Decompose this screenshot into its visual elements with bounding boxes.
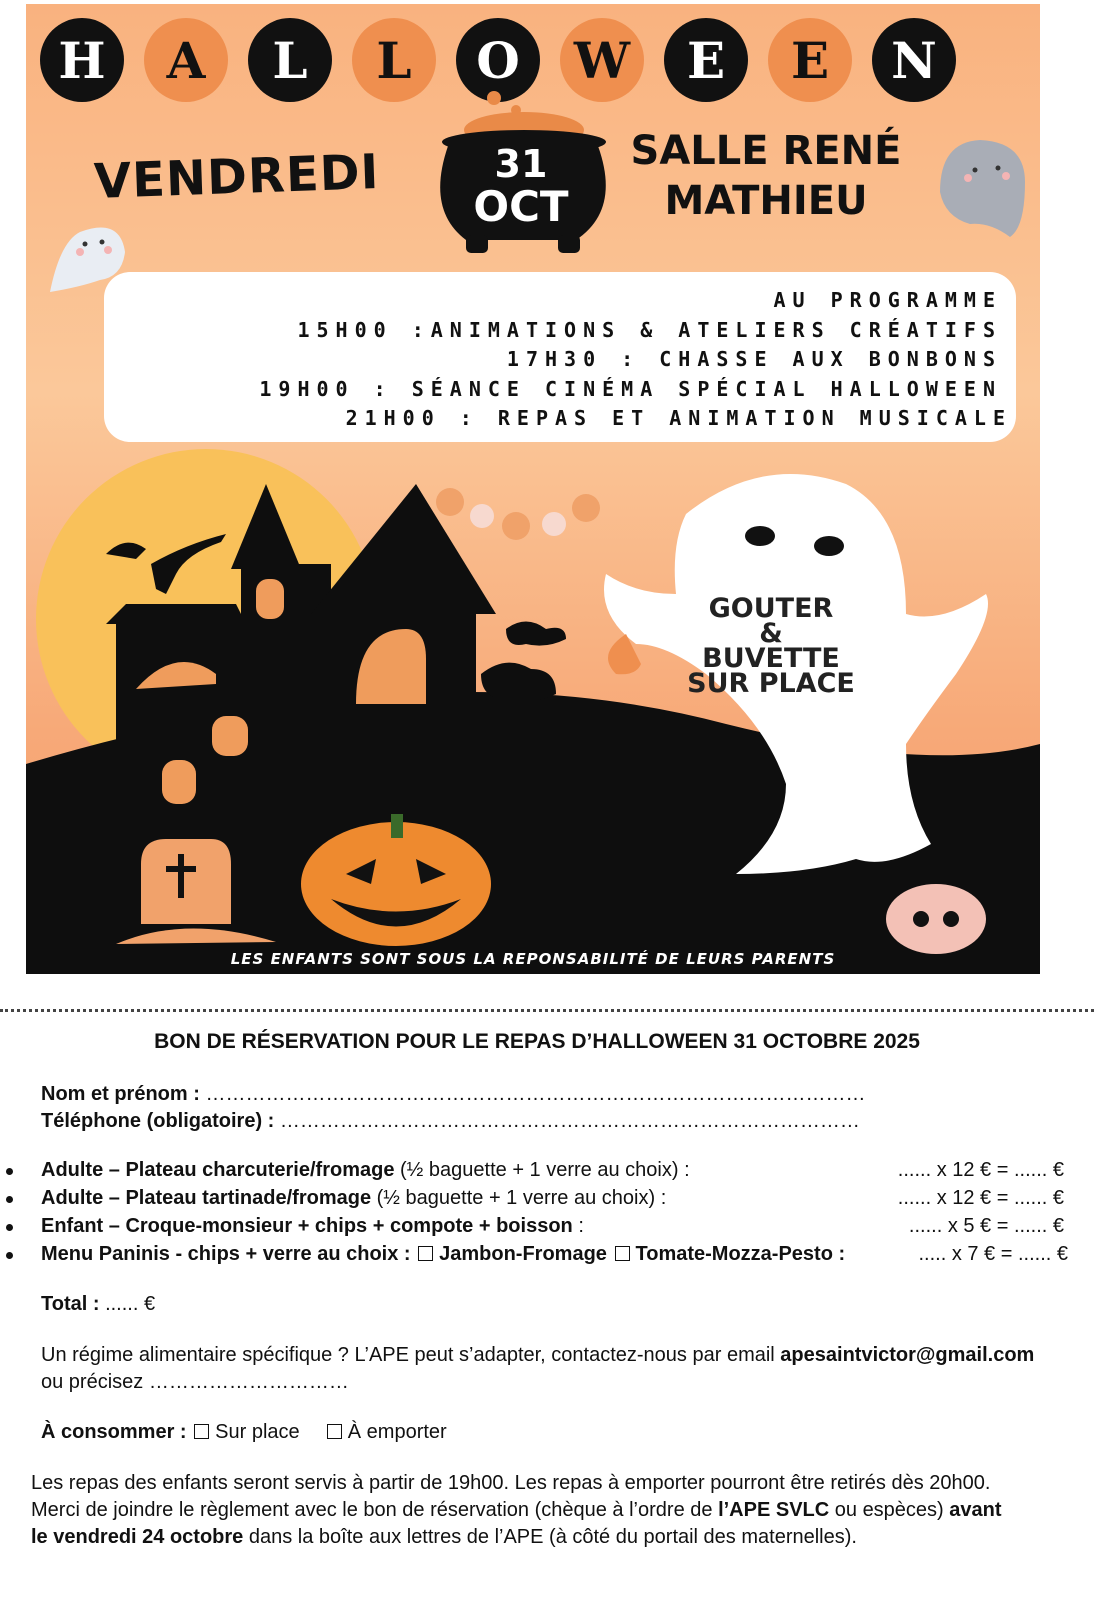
consume-choice (41, 1421, 447, 1444)
date-day: 31 (494, 142, 548, 186)
program-item: 21H00 : REPAS ET ANIMATION MUSICALE (345, 406, 1012, 431)
item-price[interactable]: ...... x 12 € = ...... € (897, 1187, 1064, 1209)
phone-label: Téléphone (obligatoire) : (41, 1110, 275, 1132)
venue-line: SALLE RENÉ (630, 128, 902, 174)
cauldron-date-badge (426, 90, 616, 260)
title-letter: W (560, 18, 644, 102)
note-text: ou espèces) (829, 1499, 950, 1521)
program-item: 15H00 :ANIMATIONS & ATELIERS CRÉATIFS (297, 317, 1002, 342)
ghost-message (676, 593, 866, 699)
name-label: Nom et prénom : (41, 1083, 200, 1105)
halloween-poster (26, 4, 1040, 974)
item-detail: : (572, 1215, 584, 1237)
item-detail: (½ baguette + 1 verre au choix) : (371, 1187, 667, 1209)
title-letter: E (664, 18, 748, 102)
program-item: 19H00 : SÉANCE CINÉMA SPÉCIAL HALLOWEEN (259, 376, 1002, 401)
bullet-icon (6, 1168, 13, 1175)
ghost-line: BUVETTE (702, 643, 840, 674)
diet-note (41, 1344, 1034, 1367)
menu-option: Jambon-Fromage (439, 1243, 607, 1265)
note-line (31, 1499, 1002, 1522)
checkbox-tomate[interactable] (615, 1246, 630, 1261)
order-item (41, 1215, 584, 1238)
title-letter: L (248, 18, 332, 102)
note-line (31, 1526, 857, 1549)
pumpkin-garland-icon (436, 488, 600, 540)
name-dots: ……………………………………………………………………………………… (205, 1083, 866, 1105)
ghost-line: GOUTER (708, 593, 834, 624)
item-name: Adulte – Plateau charcuterie/fromage (41, 1159, 395, 1181)
diet-specify[interactable]: ou précisez ………………………… (41, 1371, 349, 1393)
bullet-icon (6, 1252, 13, 1259)
checkbox-sur-place[interactable] (194, 1424, 209, 1439)
program-box (104, 272, 1016, 442)
ghost-line: & (759, 618, 783, 649)
menu-paninis-item (41, 1243, 845, 1266)
consume-label: À consommer : (41, 1421, 187, 1443)
title-letter: O (456, 18, 540, 102)
name-field[interactable] (41, 1083, 865, 1106)
item-name: Enfant – Croque-monsieur + chips + compote + boisson (41, 1215, 573, 1237)
note-text: dans la boîte aux lettres de l’APE (à côté du portail des maternelles). (243, 1526, 857, 1548)
total-label: Total : (41, 1293, 100, 1315)
phone-dots: …………………………………………………………………………… (279, 1110, 860, 1132)
skull-icon (886, 884, 986, 954)
note-text: avant (949, 1499, 1002, 1521)
diet-text: Un régime alimentaire spécifique ? L’APE peut s’adapter, contactez-nous par email (41, 1344, 781, 1366)
venue-line: MATHIEU (664, 178, 868, 224)
title-letter: H (40, 18, 124, 102)
form-title: BON DE RÉSERVATION POUR LE REPAS D’HALLOWEEN 31 OCTOBRE 2025 (154, 1030, 920, 1053)
menu-label: Menu Paninis - chips + verre au choix : (41, 1243, 411, 1265)
menu-option: Tomate-Mozza-Pesto : (635, 1243, 846, 1265)
program-heading: AU PROGRAMME (773, 288, 1002, 312)
cut-line (0, 1009, 1094, 1012)
small-ghost-right-icon (930, 132, 1030, 242)
haunted-house-scene (26, 444, 1040, 974)
order-item (41, 1187, 666, 1210)
note-text: l’APE SVLC (718, 1499, 830, 1521)
total-field[interactable] (41, 1293, 155, 1316)
menu-price[interactable]: ..... x 7 € = ...... € (918, 1243, 1068, 1265)
consume-option: À emporter (347, 1421, 447, 1443)
poster-disclaimer: LES ENFANTS SONT SOUS LA REPONSABILITÉ DE LEURS PARENTS (230, 950, 836, 968)
title-letter: N (872, 18, 956, 102)
item-price[interactable]: ...... x 12 € = ...... € (897, 1159, 1064, 1181)
item-detail: (½ baguette + 1 verre au choix) : (394, 1159, 690, 1181)
date-month: OCT (473, 182, 569, 231)
item-price[interactable]: ...... x 5 € = ...... € (908, 1215, 1064, 1237)
title-letter: E (768, 18, 852, 102)
note-text: Merci de joindre le règlement avec le bon de réservation (chèque à l’ordre de (31, 1499, 719, 1521)
venue (606, 126, 926, 226)
ghost-line: SUR PLACE (687, 668, 855, 699)
note-line: Les repas des enfants seront servis à partir de 19h00. Les repas à emporter pourront être retirés dès 20h00. (31, 1472, 991, 1494)
phone-field[interactable] (41, 1110, 860, 1133)
checkbox-a-emporter[interactable] (327, 1424, 342, 1439)
bullet-icon (6, 1196, 13, 1203)
consume-option: Sur place (215, 1421, 300, 1443)
item-name: Adulte – Plateau tartinade/fromage (41, 1187, 372, 1209)
email-link[interactable]: apesaintvictor@gmail.com (780, 1344, 1035, 1366)
checkbox-jambon[interactable] (418, 1246, 433, 1261)
order-item (41, 1159, 690, 1182)
title-letter: A (144, 18, 228, 102)
note-text: le vendredi 24 octobre (31, 1526, 244, 1548)
title-letter: L (352, 18, 436, 102)
event-day: VENDREDI (93, 144, 381, 210)
total-value: ...... € (99, 1293, 156, 1315)
program-item: 17H30 : CHASSE AUX BONBONS (506, 347, 1002, 372)
bullet-icon (6, 1224, 13, 1231)
